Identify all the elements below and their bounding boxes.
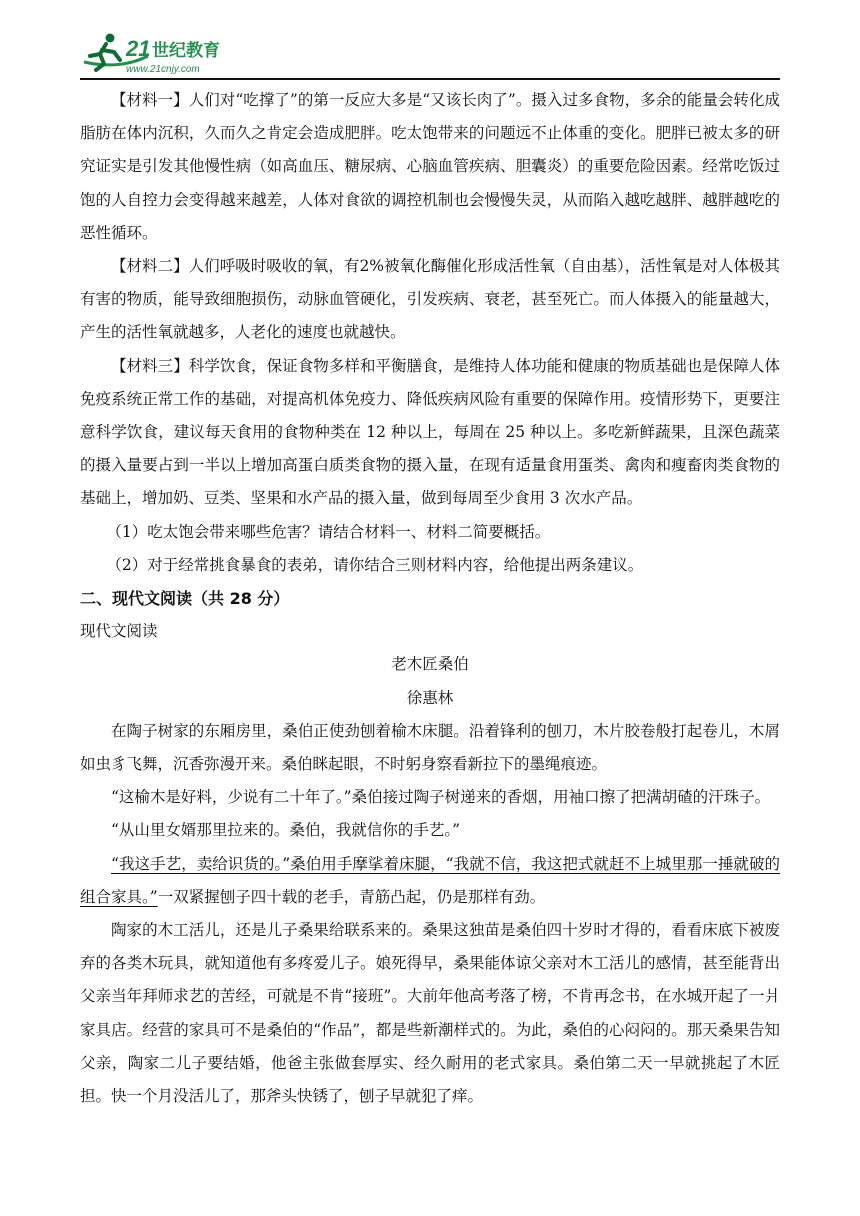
story-paragraph-4 [80,848,780,914]
story-paragraph-3: “从山里女婿那里拉来的。桑伯，我就信你的手艺。” [111,821,461,840]
story-paragraph-2: “这榆木是好料，少说有二十年了。”桑伯接过陶子树递来的香烟，用袖口擦了把满胡碴的汗珠子。 [111,788,771,807]
story-paragraph-5: 陶家的木工活儿，还是儿子桑果给联系来的。桑果这独苗是桑伯四十岁时才得的，看看床底下被废弃的各类木玩具，就知道他有多疼爱儿子。娘死得早，桑果能体谅父亲对木工活儿的感情，甚至能背出父亲当年拜师求艺的苦经，可就是不肯“接班”。大前年他高考落了榜，不肯再念书，在水城开起了一爿家具店。经营的家具可不是桑伯的“作品”，都是些新潮样式的。为此，桑伯的心闷闷的。那天桑果告知父亲，陶家二儿子要结婚，他爸主张做套厚实、经久耐用的老式家具。桑伯第二天一早就挑起了木匠担。快一个月没活儿了，那斧头快锈了，刨子早就犯了痒。 [80,921,780,1106]
material-two [80,250,780,350]
page-header [80,30,780,80]
section-subtitle: 现代文阅读 [80,622,158,641]
site-logo [80,30,250,76]
runner-head-icon [106,34,115,43]
underlined-sentence: “我这手艺，卖给识货的。”桑伯用手摩挲着床腿，“我就不信，我这把式就赶不上城里那一捶就破的组合家具。” [80,854,780,906]
material-two-label: 【材料二】 [111,257,189,276]
question-2: （2）对于经常挑食暴食的表弟，请你结合三则材料内容，给他提出两条建议。 [106,555,644,574]
section-title: 二、现代文阅读（共 28 分） [80,589,290,609]
story-paragraph-1: 在陶子树家的东厢房里，桑伯正使劲刨着榆木床腿。沿着锋利的刨刀，木片胶卷般打起卷儿，木屑如虫豸飞舞，沉香弥漫开来。桑伯眯起眼，不时躬身察看新拉下的墨绳痕迹。 [80,721,780,774]
material-three [80,350,780,516]
story-author: 徐惠林 [406,688,454,707]
svg-text:世纪教育: 世纪教育 [152,41,220,61]
svg-text:21: 21 [126,36,151,61]
story-paragraph-4-rest: 一双紧握刨子四十载的老手，青筋凸起，仍是那样有劲。 [157,887,546,906]
question-1: （1）吃太饱会带来哪些危害？请结合材料一、材料二简要概括。 [106,522,551,541]
material-three-label: 【材料三】 [111,356,189,375]
material-one-text: 人们对“吃撑了”的第一反应大多是“又该长肉了”。摄入过多食物，多余的能量会转化成脂肪在体内沉积，久而久之肯定会造成肥胖。吃太饱带来的问题远不止体重的变化。肥胖已被太多的研究证实是引发其他慢性病（如高血压、糖尿病、心脑血管疾病、胆囊炎）的重要危险因素。经常吃饭过饱的人自控力会变得越来越差，人体对食欲的调控机制也会慢慢失灵，从而陷入越吃越胖、越胖越吃的恶性循环。 [80,91,780,242]
svg-text:www.21cnjy.com: www.21cnjy.com [126,64,200,75]
material-one-label: 【材料一】 [111,91,189,109]
document-body [80,84,780,1113]
material-three-text: 科学饮食，保证食物多样和平衡膳食，是维持人体功能和健康的物质基础也是保障人体免疫系统正常工作的基础，对提高机体免疫力、降低疾病风险有重要的保障作用。疫情形势下，更要注意科学饮食，建议每天食用的食物种类在 12 种以上，每周在 25 种以上。多吃新鲜蔬果，且深色蔬菜的摄入量要占到一半以上增加高蛋白质类食物的摄入量，在现有适量食用蛋类、禽肉和瘦畜肉类食物的基础上，增加奶、豆类、坚果和水产品的摄入量，做到每周至少食用 3 次水产品。 [80,356,780,508]
header-divider [80,78,780,80]
story-title: 老木匠桑伯 [391,655,469,674]
material-one [80,84,780,250]
material-two-text: 人们呼吸时吸收的氧，有2%被氧化酶催化形成活性氧（自由基），活性氧是对人体极其有害的物质，能导致细胞损伤，动脉血管硬化，引发疾病、衰老，甚至死亡。而人体摄入的能量越大，产生的活性氧就越多，人老化的速度也就越快。 [80,257,780,342]
